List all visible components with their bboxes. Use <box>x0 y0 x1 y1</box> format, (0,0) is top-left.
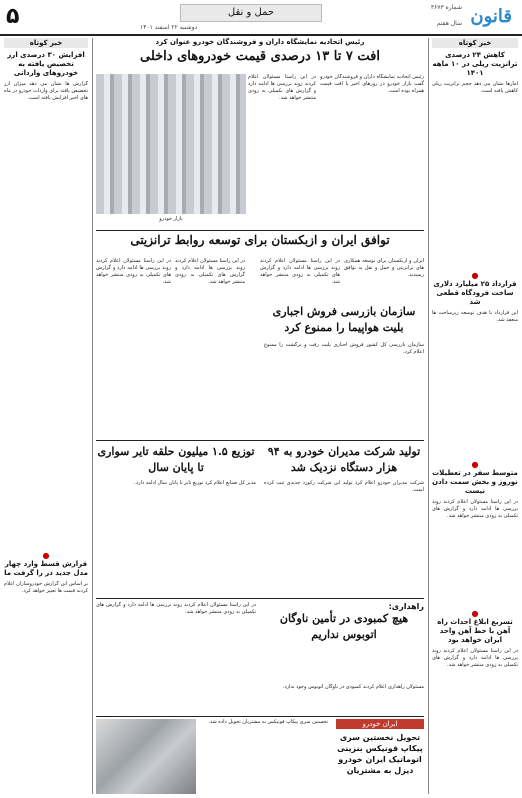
page-number: ۵ <box>6 4 20 29</box>
sidebar-body-3: در این راستا مسئولان اعلام کردند روند بررسی ها ادامه دارد و گزارش های تکمیلی به زودی منتشر خواهد شد. <box>432 499 518 519</box>
iran-uzbek-story <box>96 233 424 255</box>
iran-uzbek-body-1: ایران و ازبکستان برای توسعه همکاری های ترانزیتی و حمل و نقل به توافق رسیدند. <box>344 258 424 278</box>
issue-date: دوشنبه ۲۲ اسفند ۱۴۰۱ <box>140 24 198 31</box>
bus-body: مسئولان راهداری اعلام کردند کمبودی در ناوگان اتوبوس وجود ندارد. <box>282 684 424 690</box>
airline-story <box>264 300 424 430</box>
right-sidebar <box>432 38 518 794</box>
iran-uzbek-body-2: در این راستا مسئولان اعلام کردند روند بررسی ها ادامه دارد و گزارش های تکمیلی به زودی منتشر خواهد شد. <box>260 258 340 285</box>
sidebar-title-2: قرارداد ۲۵ میلیارد دلاری ساخت فرودگاه قطعی شد <box>433 280 517 306</box>
divider-dot: ● <box>471 609 479 618</box>
sidebar-title-4: تسریع ابلاغ احداث راه آهن با خط آهن واحد ایران خواهد بود <box>437 618 513 644</box>
left-body-1: گزارش ها نشان می دهد میزان ارز تخصیص یافته برای واردات خودرو در ماه های اخیر افزایش یافته است. <box>4 81 88 101</box>
divider-dot: ● <box>42 551 50 560</box>
bus-headline: هیچ کمبودی در تأمین ناوگان اتوبوس نداریم <box>279 612 409 641</box>
iran-uzbek-body-4: در این راستا مسئولان اعلام کردند روند بررسی ها ادامه دارد و گزارش های تکمیلی به زودی منتشر خواهد شد. <box>175 258 245 285</box>
sidebar-body-2: این قرارداد با هدف توسعه زیرساخت ها منعقد شد. <box>432 310 518 323</box>
section-rule <box>96 440 424 441</box>
engines-story <box>264 444 424 594</box>
left-title-2: قرارش قسط وارد چهار مدل جدید در را گرفت ما <box>4 560 88 577</box>
column-rule <box>428 38 429 794</box>
tires-body: مدیر کل صنایع اعلام کرد توزیع تایر تا پایان سال ادامه دارد. <box>134 480 256 486</box>
bus-kicker: راهداری: <box>388 602 424 611</box>
engines-headline: تولید شرکت مدیران خودرو به ۹۴ هزار دستگاه نزدیک شد <box>267 445 421 474</box>
pickup-photo <box>96 719 196 794</box>
airline-body: سازمان بازرسی کل کشور فروش اجباری بلیت رفت و برگشت را ممنوع اعلام کرد. <box>264 342 424 355</box>
column-rule <box>92 38 93 794</box>
left-sidebar <box>4 38 88 794</box>
sidebar-title-1: کاهش ۲۴ درصدی ترانزیت ریلی در ۱۰ ماهه ۱۴۰۱ <box>432 51 518 77</box>
sidebar-header: خبر کوتاه <box>432 38 518 48</box>
left-header: خبر کوتاه <box>4 38 88 48</box>
section-label: حمل و نقل <box>180 4 322 22</box>
bus-story <box>264 602 424 682</box>
section-rule <box>96 716 424 717</box>
issue-number: شماره ۳۶۷۳ <box>430 4 462 11</box>
newspaper-logo: قانون <box>470 6 512 27</box>
divider-dot: ● <box>471 460 479 469</box>
iran-uzbek-body-3: در این راستا مسئولان اعلام کردند روند بررسی ها ادامه دارد و گزارش های تکمیلی به زودی منتشر خواهد شد. <box>96 258 171 285</box>
sidebar-title-3: متوسط سفر در تعطیلات نوروز و بخش سمت دادن نیست <box>432 469 518 495</box>
airline-headline: سازمان بازرسی فروش اجباری بلیت هواپیما را ممنوع کرد <box>272 305 416 334</box>
main-body-col-1: رئیس اتحادیه نمایشگاه داران و فروشندگان خودرو گفت بازار خودرو در روزهای اخیر با افت قیمت همراه بوده است. <box>320 74 424 94</box>
tires-story <box>96 444 256 594</box>
iran-khodro-tag: ایران خودرو <box>336 719 424 729</box>
misc-body: در این راستا مسئولان اعلام کردند روند بررسی ها ادامه دارد و گزارش های تکمیلی به زودی منتشر خواهد شد. <box>96 602 256 615</box>
cars-photo <box>96 74 246 214</box>
divider-dot: ● <box>471 271 479 280</box>
left-body-2: بر اساس این گزارش خودروسازان اعلام کردند قیمت ها تغییر خواهد کرد. <box>4 581 88 594</box>
left-title-1: افزایش ۳۰ درصدی ارز تخصیص یافته به خودروهای وارداتی <box>7 51 85 77</box>
main-kicker: رئیس اتحادیه نمایشگاه داران و فروشندگان خودرو عنوان کرد <box>155 38 365 46</box>
tires-headline: توزیع ۱.۵ میلیون حلقه تایر سواری تا پایان سال <box>97 445 255 474</box>
iran-khodro-headline: تحویل نخستین سری پیکاپ فونیکس بنزینی اتوماتیک ایران خودرو دیزل به مشتریان <box>337 733 423 775</box>
sidebar-body-1: آمارها نشان می دهد حجم ترانزیت ریلی کاهش یافته است. <box>432 81 518 94</box>
section-rule <box>96 230 424 231</box>
section-rule <box>96 598 424 599</box>
iran-khodro-body: نخستین سری پیکاپ فونیکس به مشتریان تحویل داده شد. <box>208 719 328 725</box>
issue-year: سال هفتم <box>436 20 462 27</box>
engines-body: شرکت مدیران خودرو اعلام کرد تولید این شرکت رکورد جدیدی ثبت کرده است. <box>264 480 424 493</box>
main-body-col-2: در این راستا مسئولان اعلام کردند روند بررسی ها ادامه دارد و گزارش های تکمیلی به زودی منتشر خواهد شد. <box>248 74 316 101</box>
iran-uzbek-headline: توافق ایران و ازبکستان برای توسعه روابط ترانزیتی <box>130 233 390 247</box>
main-headline: افت ۷ تا ۱۳ درصدی قیمت خودروهای داخلی <box>139 49 380 64</box>
masthead <box>0 0 522 36</box>
main-story <box>96 38 424 228</box>
sidebar-body-4: در این راستا مسئولان اعلام کردند روند بررسی ها ادامه دارد و گزارش های تکمیلی به زودی منتشر خواهد شد. <box>432 648 518 668</box>
photo-caption: بازار خودرو <box>159 216 183 222</box>
